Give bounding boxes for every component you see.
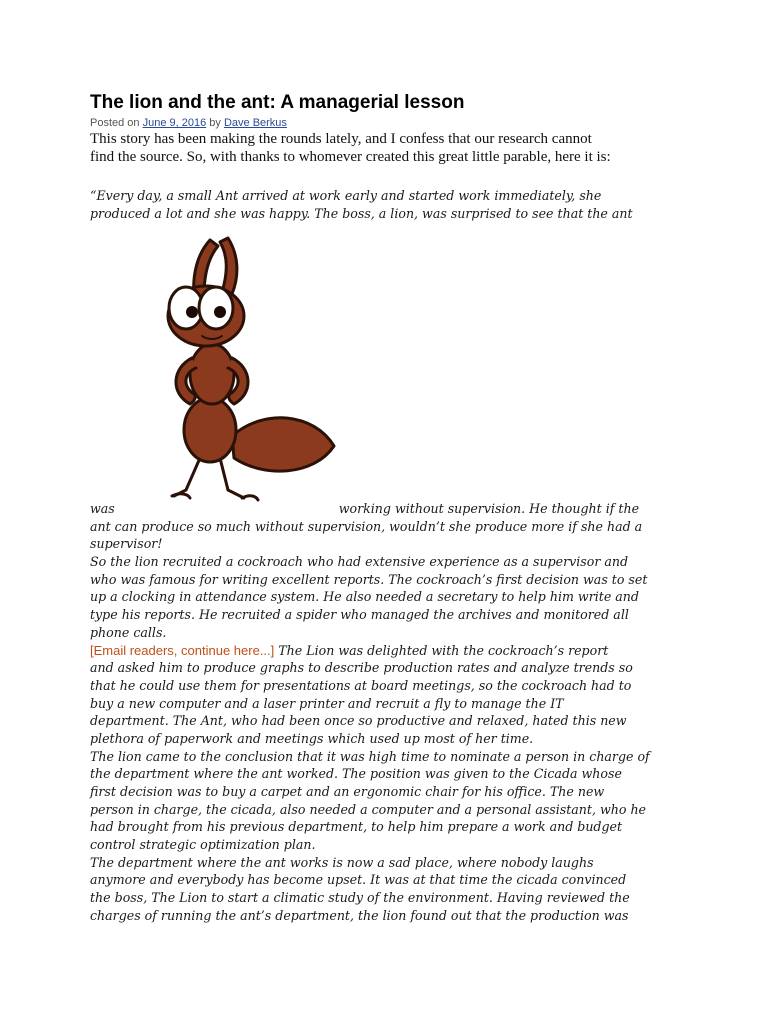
- post-date-link[interactable]: June 9, 2016: [142, 117, 207, 129]
- story-paragraph-continued: [90, 500, 650, 925]
- story-line: So the lion recruited a cockroach who had extensive experience as a supervisor and: [90, 554, 629, 570]
- story-line: and asked him to produce graphs to describe production rates and analyze trends so: [90, 660, 633, 676]
- story-line: anymore and everybody has become upset. It was at that time the cicada convinced: [90, 872, 627, 888]
- story-line: buy a new computer and a laser printer and recruit a fly to manage the IT: [90, 695, 564, 711]
- story-line: supervisor!: [90, 536, 163, 552]
- by-label: by: [206, 117, 224, 129]
- story-line: [90, 642, 650, 660]
- story-line: produced a lot and she was happy. The boss, a lion, was surprised to see that the ant: [90, 205, 633, 221]
- ant-svg: [124, 228, 340, 506]
- intro-paragraph: [90, 130, 690, 166]
- story-line: first decision was to buy a carpet and an ergonomic chair for his office. The new: [90, 784, 605, 799]
- story-line: plethora of paperwork and meetings which used up most of her time.: [90, 730, 534, 746]
- story-line: charges of running the ant’s department, the lion found out that the production was: [90, 907, 629, 923]
- story-line: department. The Ant, who had been once so productive and relaxed, hated this new: [90, 713, 627, 729]
- intro-line: This story has been making the rounds lately, and I confess that our research cannot: [90, 131, 592, 147]
- intro-line: find the source. So, with thanks to whomever created this great little parable, here it is:: [90, 149, 611, 165]
- story-line: control strategic optimization plan.: [90, 837, 316, 853]
- story-line: that he could use them for presentations at board meetings, so the cockroach had to: [90, 677, 632, 693]
- cartoon-ant-illustration-icon: [124, 228, 340, 506]
- story-line: phone calls.: [90, 624, 167, 640]
- author-link[interactable]: Dave Berkus: [223, 117, 287, 129]
- story-line: the department where the ant worked. The position was given to the Cicada whose: [90, 766, 622, 782]
- story-line: up a clocking in attendance system. He also needed a secretary to help him write and: [90, 589, 639, 605]
- story-line-rest: working without supervision. He thought if the: [338, 501, 640, 516]
- story-line: type his reports. He recruited a spider who managed the archives and monitored all: [90, 607, 629, 623]
- story-line: who was famous for writing excellent reports. The cockroach’s first decision was to set: [90, 571, 648, 587]
- email-readers-continue-link[interactable]: [Email readers, continue here...]: [90, 642, 275, 658]
- story-line: had brought from his previous department, to help him prepare a work and budget: [90, 819, 623, 835]
- post-meta: [90, 117, 287, 129]
- story-paragraph-start: [90, 187, 633, 222]
- story-line: The lion came to the conclusion that it was high time to nominate a person in charge of: [90, 748, 650, 764]
- story-line: “Every day, a small Ant arrived at work early and started work immediately, she: [90, 188, 602, 203]
- story-line: The department where the ant works is now a sad place, where nobody laughs: [90, 854, 594, 870]
- story-word-was: was: [90, 501, 115, 516]
- story-line: person in charge, the cicada, also needed a computer and a personal assistant, who he: [90, 801, 647, 817]
- posted-on-label: Posted on: [90, 117, 143, 129]
- story-line-rest: The Lion was delighted with the cockroach’s report: [274, 642, 609, 658]
- article-title: The lion and the ant: A managerial lesson: [90, 92, 465, 113]
- story-line: the boss, The Lion to start a climatic study of the environment. Having reviewed the: [90, 890, 630, 906]
- story-line: ant can produce so much without supervision, wouldn’t she produce more if she had a: [90, 518, 643, 534]
